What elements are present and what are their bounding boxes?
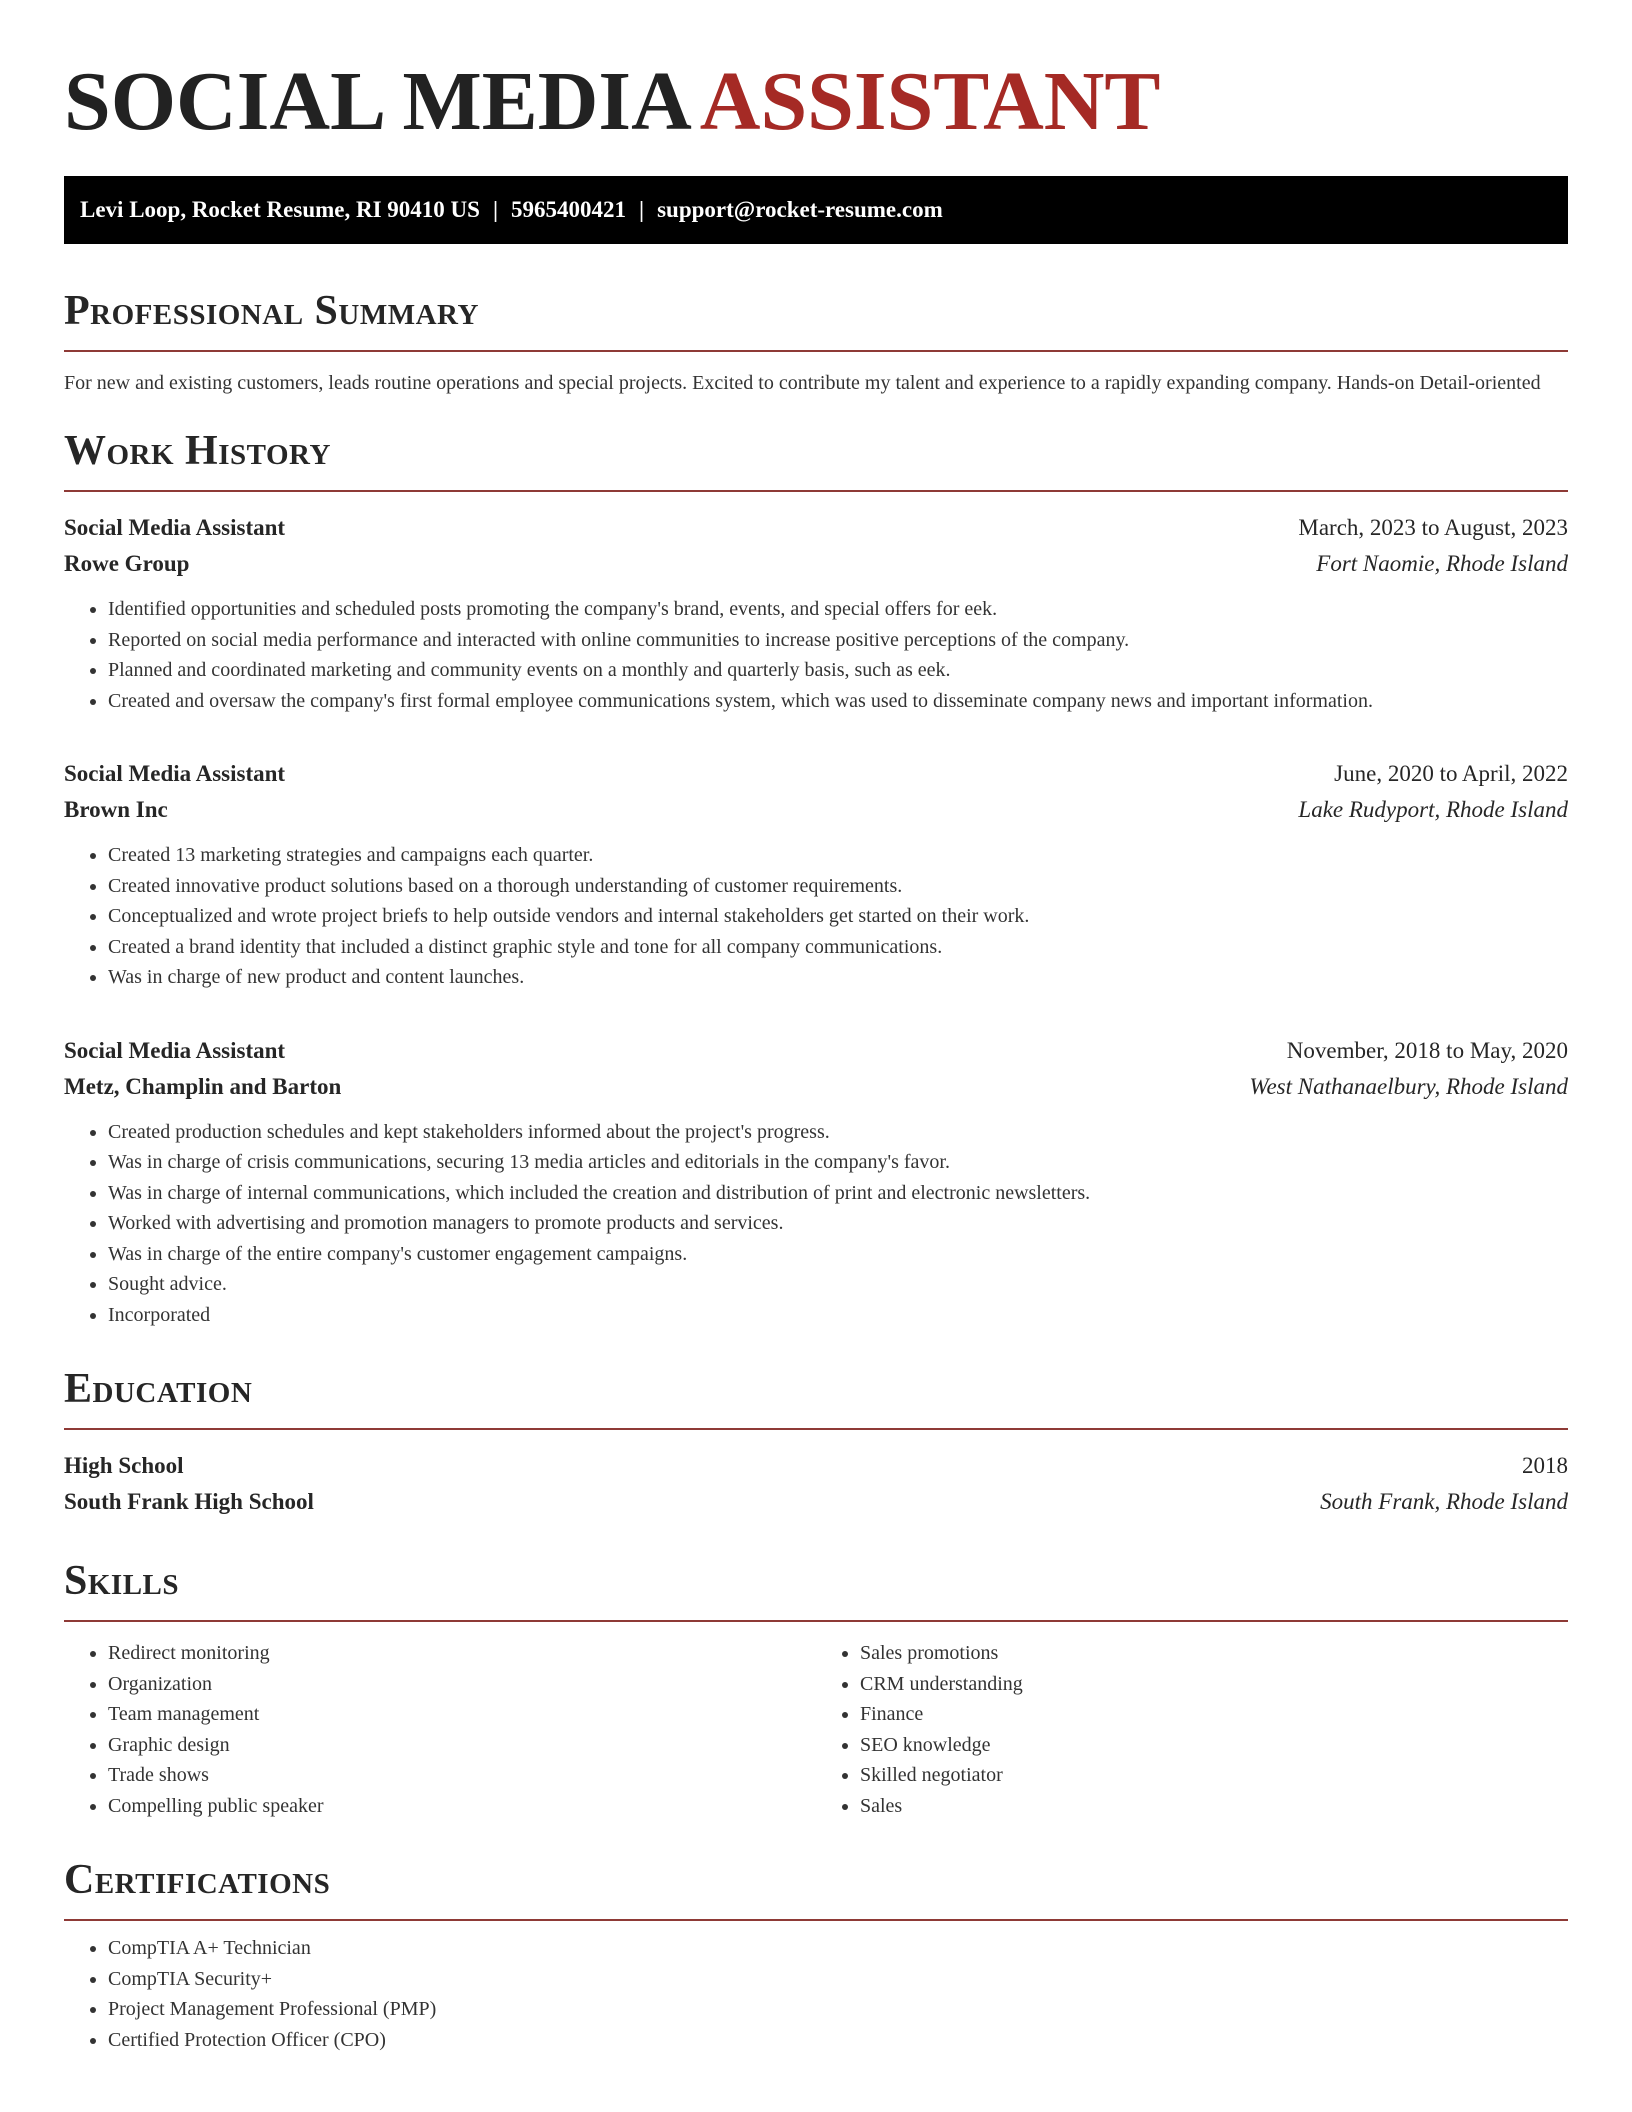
title-first-part: SOCIAL MEDIA	[64, 55, 692, 148]
job-bullet: • Worked with advertising and promotion managers to promote products and services.	[108, 1208, 1568, 1239]
skill-item: • Organization	[108, 1669, 816, 1700]
job-bullet: • Created production schedules and kept stakeholders informed about the project's progress.	[108, 1117, 1568, 1148]
job-location: West Nathanaelbury, Rhode Island	[1249, 1073, 1568, 1099]
skill-item: • Sales promotions	[860, 1638, 1568, 1669]
job-role: Social Media Assistant	[64, 515, 286, 540]
job-row	[64, 1033, 1568, 1069]
skill-item: • Compelling public speaker	[108, 1791, 816, 1822]
skill-item: • Sales	[860, 1791, 1568, 1822]
job-bullet: • Sought advice.	[108, 1269, 1568, 1300]
section-title-skills: Skills	[64, 1558, 180, 1604]
education-location: South Frank, Rhode Island	[1320, 1489, 1568, 1514]
job-bullet: • Created innovative product solutions based on a thorough understanding of customer requirements.	[108, 871, 1568, 902]
job-company: Metz, Champlin and Barton	[64, 1073, 342, 1099]
section-title-certifications: Certifications	[64, 1857, 331, 1903]
job-location: Fort Naomie, Rhode Island	[1316, 551, 1568, 576]
skills-columns	[64, 1638, 1568, 1821]
skill-item: • SEO knowledge	[860, 1730, 1568, 1761]
job-bullet: • Was in charge of the entire company's customer engagement campaigns.	[108, 1239, 1568, 1270]
job-bullet: • Reported on social media performance and interacted with online communities to increase positive perceptions of the company.	[108, 625, 1568, 656]
job-bullets	[64, 1117, 1568, 1331]
section-title-education: Education	[64, 1366, 253, 1412]
education-entry	[64, 1448, 1568, 1520]
skills-list-right	[816, 1638, 1568, 1821]
job-bullet: • Incorporated	[108, 1300, 1568, 1331]
contact-separator: |	[639, 197, 645, 222]
job-bullet: • Was in charge of internal communications, which included the creation and distribution of print and electronic newsletters.	[108, 1178, 1568, 1209]
job-location: Lake Rudyport, Rhode Island	[1298, 797, 1568, 822]
job-entry	[64, 756, 1568, 993]
section-divider	[64, 1919, 1568, 1921]
job-bullet: • Created 13 marketing strategies and campaigns each quarter.	[108, 840, 1568, 871]
job-row	[64, 1069, 1568, 1105]
resume-page	[64, 0, 1568, 2055]
job-list	[64, 510, 1568, 1330]
contact-phone: 5965400421	[511, 197, 627, 222]
education-degree: High School	[64, 1453, 184, 1478]
skills-list-left	[64, 1638, 816, 1821]
job-bullets	[64, 594, 1568, 716]
job-role: Social Media Assistant	[64, 1037, 286, 1063]
certification-item: • CompTIA A+ Technician	[108, 1933, 1568, 1964]
education-row	[64, 1448, 1568, 1484]
section-title-work-history: Work History	[64, 428, 331, 474]
job-dates: November, 2018 to May, 2020	[1286, 1037, 1568, 1063]
section-divider	[64, 350, 1568, 352]
skill-item: • Trade shows	[108, 1760, 816, 1791]
skill-item: • CRM understanding	[860, 1669, 1568, 1700]
education-school: South Frank High School	[64, 1489, 314, 1514]
job-row	[64, 510, 1568, 546]
job-bullet: • Identified opportunities and scheduled posts promoting the company's brand, events, and special offers for eek.	[108, 594, 1568, 625]
skill-item: • Graphic design	[108, 1730, 816, 1761]
job-company: Rowe Group	[64, 551, 190, 576]
job-dates: June, 2020 to April, 2022	[1334, 761, 1568, 786]
job-entry	[64, 510, 1568, 716]
job-bullet: • Was in charge of new product and content launches.	[108, 962, 1568, 993]
job-bullets	[64, 840, 1568, 993]
skill-item: • Skilled negotiator	[860, 1760, 1568, 1791]
resume-title	[64, 0, 1568, 160]
section-divider	[64, 490, 1568, 492]
certification-item: • Certified Protection Officer (CPO)	[108, 2025, 1568, 2056]
section-divider	[64, 1620, 1568, 1622]
job-entry	[64, 1033, 1568, 1331]
section-divider	[64, 1428, 1568, 1430]
certifications-list	[64, 1933, 1568, 2055]
education-year: 2018	[1522, 1453, 1568, 1478]
education-row	[64, 1484, 1568, 1520]
job-bullet: • Conceptualized and wrote project briefs to help outside vendors and internal stakeholders get started on their work.	[108, 901, 1568, 932]
job-role: Social Media Assistant	[64, 761, 286, 786]
job-bullet: • Created a brand identity that included a distinct graphic style and tone for all company communications.	[108, 932, 1568, 963]
contact-separator: |	[492, 197, 499, 222]
title-accent-part: ASSISTANT	[699, 55, 1161, 148]
certification-item: • Project Management Professional (PMP)	[108, 1994, 1568, 2025]
job-dates: March, 2023 to August, 2023	[1298, 515, 1568, 540]
job-row	[64, 546, 1568, 582]
job-row	[64, 792, 1568, 828]
section-title-summary: Professional Summary	[64, 288, 479, 334]
job-bullet: • Was in charge of crisis communications, securing 13 media articles and editorials in the company's favor.	[108, 1147, 1568, 1178]
contact-bar	[64, 176, 1568, 244]
contact-address: Levi Loop, Rocket Resume, RI 90410 US	[80, 197, 480, 222]
contact-email: support@rocket-resume.com	[657, 197, 943, 222]
skill-item: • Team management	[108, 1699, 816, 1730]
certification-item: • CompTIA Security+	[108, 1964, 1568, 1995]
job-bullet: • Planned and coordinated marketing and community events on a monthly and quarterly basis, such as eek.	[108, 655, 1568, 686]
job-company: Brown Inc	[64, 797, 168, 822]
skill-item: • Redirect monitoring	[108, 1638, 816, 1669]
job-bullet: • Created and oversaw the company's first formal employee communications system, which was used to disseminate company news and important information.	[108, 686, 1568, 717]
summary-text: For new and existing customers, leads routine operations and special projects. Excited to contribute my talent and experience to a rapidly expanding company. Hands-on Detail-oriented	[64, 372, 1541, 394]
skill-item: • Finance	[860, 1699, 1568, 1730]
job-row	[64, 756, 1568, 792]
